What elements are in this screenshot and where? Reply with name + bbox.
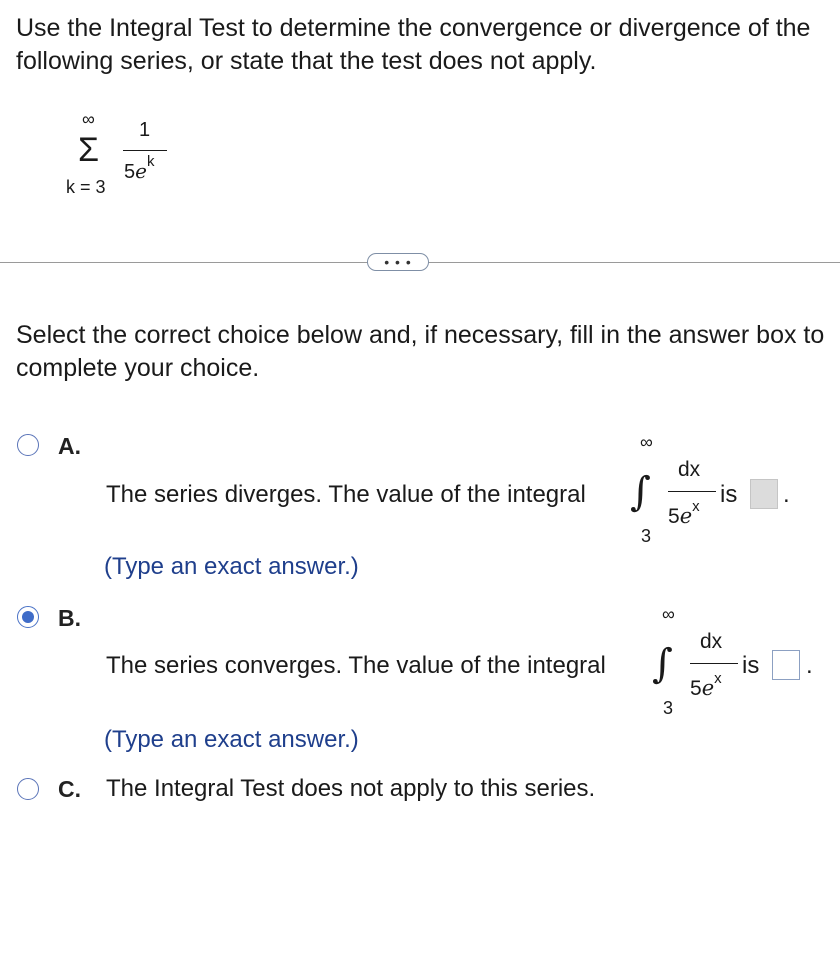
series-numerator: 1 [139,119,151,141]
choice-b-hint: (Type an exact answer.) [104,726,359,753]
choice-a-letter: A. [58,433,81,459]
series-upper-limit: ∞ [82,109,95,129]
denominator-base: e [135,159,147,183]
choice-b-text: The series converges. The value of the integral [106,652,606,679]
choice-a-is: is [720,481,738,508]
denominator-coefficient: 5 [690,677,702,700]
choice-b-is: is [742,652,760,679]
integral-upper-limit: ∞ [640,432,653,452]
denominator-base: e [701,676,715,700]
integral-denominator [690,670,722,701]
integral-sign: ∫ [630,469,651,515]
denominator-coefficient: 5 [124,161,136,183]
denominator-base: e [679,504,693,528]
choice-b-letter: B. [58,605,81,631]
choice-a-answer-box[interactable] [750,479,778,509]
instruction-text: Select the correct choice below and, if necessary, fill in the answer box to complete your choice. [16,321,825,382]
choice-c-radio[interactable] [17,778,39,800]
integral-sign: ∫ [652,641,673,687]
choice-a-period: . [783,481,790,508]
integral-lower-limit: 3 [663,698,674,718]
choice-a-text: The series diverges. The value of the integral [106,481,586,508]
choice-c-letter: C. [58,776,81,802]
integral-lower-limit: 3 [641,526,652,546]
denominator-exponent: x [714,670,722,687]
integral-numerator: dx [700,630,723,653]
show-more-button[interactable]: • • • [367,253,429,271]
denominator-exponent: x [692,498,700,515]
fraction-bar [668,491,716,492]
sigma-symbol: Σ [78,131,100,169]
choice-b-period: . [806,652,813,679]
choice-c-text: The Integral Test does not apply to this series. [106,775,596,802]
question-prompt: Use the Integral Test to determine the convergence or divergence of the following series, or state that the test does not apply. [16,14,811,75]
denominator-exponent: k [146,153,155,171]
integral-upper-limit: ∞ [662,604,675,624]
series-denominator [124,153,155,184]
fraction-bar [123,150,167,151]
integral-denominator [668,498,700,529]
fraction-bar [690,663,738,664]
choice-a-hint: (Type an exact answer.) [104,553,359,580]
series-lower-limit: k = 3 [66,177,106,197]
choice-a-radio[interactable] [17,434,39,456]
denominator-coefficient: 5 [668,505,680,528]
choice-b-answer-box[interactable] [772,650,800,680]
integral-numerator: dx [678,458,701,481]
series-expression [0,105,200,205]
choice-b-radio[interactable] [17,606,39,628]
